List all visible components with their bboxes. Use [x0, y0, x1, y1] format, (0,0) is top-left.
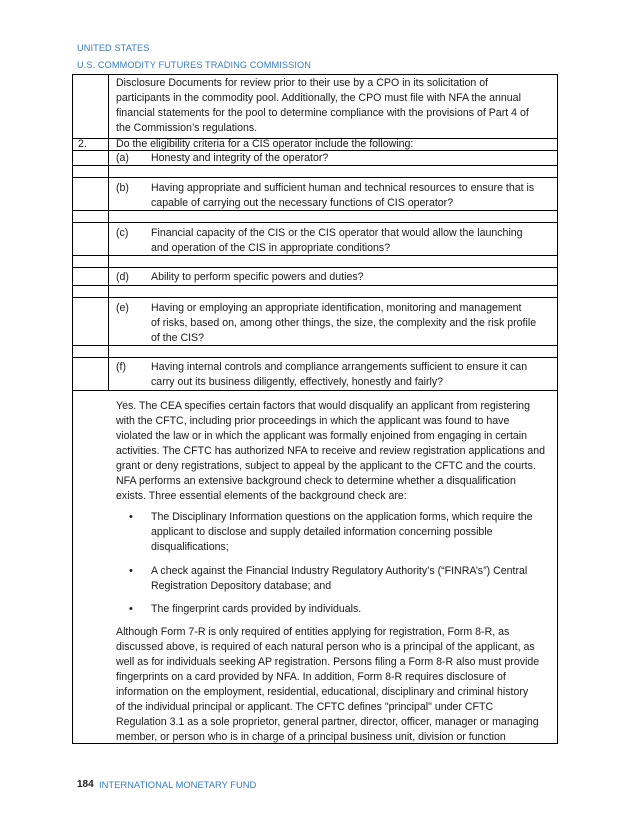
table-rule: [72, 285, 558, 286]
text-line: violated the law or in which the applicant was formally enjoined from engaging in certain: [116, 430, 528, 442]
text-line: Yes. The CEA specifies certain factors that would disqualify an applicant from registering: [116, 400, 530, 412]
table-rule: [72, 297, 558, 298]
text-line: Disclosure Documents for review prior to their use by a CPO in its solicitation of: [116, 77, 489, 89]
text-line: NFA performs an extensive background check to determine whether a disqualification: [116, 475, 516, 487]
text-line: exists. Three essential elements of the background check are:: [116, 490, 407, 502]
criterion-label: (f): [116, 361, 126, 373]
table-rule: [72, 222, 558, 223]
criterion-text: of risks, based on, among other things, the size, the complexity and the risk profile: [151, 317, 537, 329]
text-line: Although Form 7-R is only required of entities applying for registration, Form 8-R, as: [116, 626, 510, 638]
table-rule: [72, 267, 558, 268]
running-header-country: UNITED STATES: [77, 43, 150, 53]
bullet-text: A check against the Financial Industry Regulatory Authority’s (“FINRA’s”) Central: [151, 565, 528, 577]
criterion-text: Honesty and integrity of the operator?: [151, 152, 329, 164]
text-line: fingerprints on a card provided by NFA. In addition, Form 8-R requires disclosure of: [116, 671, 506, 683]
bullet-icon: •: [129, 603, 133, 615]
table-rule: [72, 177, 558, 178]
criterion-text: capable of carrying out the necessary functions of CIS operator?: [151, 197, 454, 209]
criterion-label: (b): [116, 182, 129, 194]
text-line: information on the employment, residential, educational, disciplinary and criminal history: [116, 686, 529, 698]
text-line: the Commission’s regulations.: [116, 122, 258, 134]
table-rule: [72, 345, 558, 346]
table-rule: [72, 357, 558, 358]
text-line: Regulation 3.1 as a sole proprietor, general partner, director, officer, manager or managing: [116, 716, 539, 728]
text-line: member, or person who is in charge of a principal business unit, division or function: [116, 731, 506, 743]
criterion-label: (d): [116, 271, 129, 283]
text-line: participants in the commodity pool. Additionally, the CPO must file with NFA the annual: [116, 92, 521, 104]
bullet-text: disqualifications;: [151, 541, 229, 553]
text-line: financial statements for the pool to determine compliance with the provisions of Part 4 of: [116, 107, 529, 119]
table-rule: [72, 390, 558, 391]
running-header-agency: U.S. COMMODITY FUTURES TRADING COMMISSION: [77, 60, 311, 70]
criterion-text: Having internal controls and compliance arrangements sufficient to ensure it can: [151, 361, 528, 373]
bullet-text: The Disciplinary Information questions on the application forms, which require the: [151, 511, 533, 523]
criterion-label: (c): [116, 227, 129, 239]
criterion-text: Financial capacity of the CIS or the CIS operator that would allow the launching: [151, 227, 523, 239]
text-line: activities. The CFTC has authorized NFA to receive and review registration applications and: [116, 445, 546, 457]
criterion-text: carry out its business diligently, effectively, honestly and fairly?: [151, 376, 444, 388]
column-divider: [108, 74, 109, 390]
criterion-text: of the CIS?: [151, 332, 204, 344]
criterion-label: (e): [116, 302, 129, 314]
criterion-text: Having or employing an appropriate identification, monitoring and management: [151, 302, 522, 314]
criterion-text: Ability to perform specific powers and duties?: [151, 271, 364, 283]
text-line: grant or deny registrations, subject to appeal by the applicant to the CFTC and the courts.: [116, 460, 536, 472]
question-number: 2.: [78, 138, 87, 150]
text-line: discussed above, is required of each natural person who is a principal of the applicant, as: [116, 641, 535, 653]
bullet-icon: •: [129, 565, 133, 577]
criterion-text: Having appropriate and sufficient human and technical resources to ensure that is: [151, 182, 535, 194]
bullet-text: The fingerprint cards provided by individuals.: [151, 603, 362, 615]
criterion-label: (a): [116, 152, 129, 164]
question-text: Do the eligibility criteria for a CIS operator include the following:: [116, 138, 414, 150]
page-number: 184: [77, 779, 94, 790]
criterion-text: and operation of the CIS in appropriate conditions?: [151, 242, 391, 254]
text-line: of the individual principal or applicant. The CFTC defines "principal" under CFTC: [116, 701, 494, 713]
bullet-text: Registration Depository database; and: [151, 580, 332, 592]
footer-label: INTERNATIONAL MONETARY FUND: [99, 779, 257, 790]
bullet-icon: •: [129, 511, 133, 523]
text-line: well as for individuals seeking AP registration. Persons filing a Form 8-R also must provide: [116, 656, 540, 668]
bullet-text: applicant to disclose and supply detailed information concerning possible: [151, 526, 493, 538]
text-line: with the CFTC, including prior proceedings in which the applicant was found to have: [116, 415, 510, 427]
